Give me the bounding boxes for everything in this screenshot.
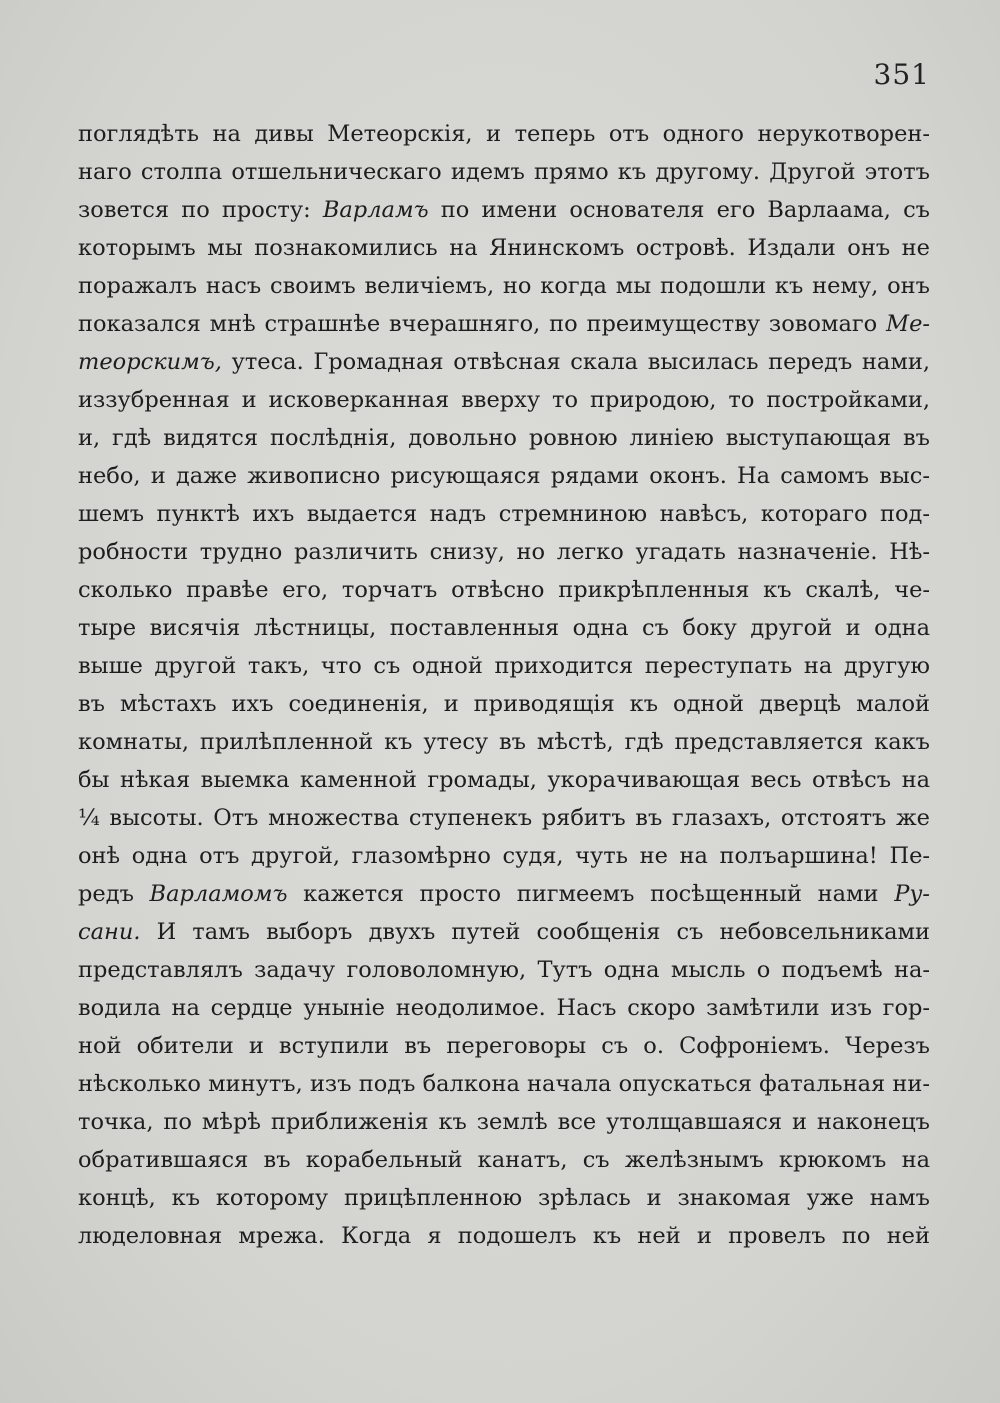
text-span: точка, по мѣрѣ приближенія къ землѣ все утолщавшаяся и наконецъ (78, 1109, 930, 1135)
italic-text: Варламомъ (149, 881, 288, 907)
text-span: комнаты, прилѣпленной къ утесу въ мѣстѣ, гдѣ представляется какъ (78, 729, 930, 755)
text-span: кажется просто пигмеемъ посѣщенный нами (287, 881, 895, 907)
text-span: бы нѣкая выемка каменной громады, укорачивающая весь отвѣсъ на (78, 767, 930, 793)
text-span: водила на сердце уныніе неодолимое. Насъ скоро замѣтили изъ гор- (78, 995, 930, 1021)
text-span: выше другой такъ, что съ одной приходится переступать на другую (78, 653, 930, 679)
text-line (78, 1027, 930, 1065)
text-line (78, 913, 930, 951)
text-span: обратившаяся въ корабельный канатъ, съ желѣзнымъ крюкомъ на (78, 1147, 930, 1173)
italic-text: сани. (78, 919, 141, 945)
text-line (78, 875, 930, 913)
italic-text: Варламъ (322, 197, 429, 223)
text-line (78, 837, 930, 875)
text-span: редъ (78, 881, 150, 907)
text-span: поглядѣть на дивы Метеорскія, и теперь отъ одного нерукотворен- (78, 121, 930, 147)
italic-text: Ру- (894, 881, 930, 907)
text-line (78, 1141, 930, 1179)
text-line (78, 533, 930, 571)
text-line (78, 457, 930, 495)
text-line (78, 989, 930, 1027)
text-span: поражалъ насъ своимъ величіемъ, но когда мы подошли къ нему, онъ (78, 273, 930, 299)
text-span: шемъ пунктѣ ихъ выдается надъ стремниною навѣсъ, котораго под- (78, 501, 930, 527)
text-span: по имени основателя его Варлаама, съ (428, 197, 930, 223)
text-line (78, 191, 930, 229)
text-span: сколько правѣе его, торчатъ отвѣсно прикрѣпленныя къ скалѣ, че- (78, 577, 930, 603)
text-line (78, 381, 930, 419)
text-line (78, 761, 930, 799)
text-span: робности трудно различить снизу, но легко угадать назначеніе. Нѣ- (78, 539, 930, 565)
text-line (78, 951, 930, 989)
text-line (78, 153, 930, 191)
text-line (78, 419, 930, 457)
text-line (78, 343, 930, 381)
text-span: зовется по просту: (78, 197, 323, 223)
body-text (78, 115, 930, 1255)
text-span: концѣ, къ которому прицѣпленною зрѣлась и знакомая уже намъ (78, 1185, 930, 1211)
text-span: наго столпа отшельническаго идемъ прямо къ другому. Другой этотъ (78, 159, 930, 185)
italic-text: Ме- (886, 311, 930, 337)
text-span: въ мѣстахъ ихъ соединенія, и приводящія къ одной дверцѣ малой (78, 691, 930, 717)
text-span: ¼ высоты. Отъ множества ступенекъ рябитъ въ глазахъ, отстоятъ же (78, 805, 930, 831)
text-line (78, 229, 930, 267)
text-line (78, 1103, 930, 1141)
text-line (78, 267, 930, 305)
italic-text: теорскимъ, (78, 349, 222, 375)
text-span: люделовная мрежа. Когда я подошелъ къ ней и провелъ по ней (78, 1223, 930, 1249)
text-line (78, 685, 930, 723)
page-number: 351 (873, 58, 930, 91)
text-span: представлялъ задачу головоломную, Тутъ одна мысль о подъемѣ на- (78, 957, 930, 983)
text-line (78, 115, 930, 153)
text-line (78, 305, 930, 343)
text-span: и, гдѣ видятся послѣднія, довольно ровною линіею выступающая въ (78, 425, 930, 451)
text-span: которымъ мы познакомились на Янинскомъ островѣ. Издали онъ не (78, 235, 930, 261)
text-line (78, 609, 930, 647)
text-span: онѣ одна отъ другой, глазомѣрно судя, чуть не на полъаршина! Пе- (78, 843, 930, 869)
text-span: утеса. Громадная отвѣсная скала высилась передъ нами, (221, 349, 930, 375)
text-line (78, 647, 930, 685)
text-span: иззубренная и исковерканная вверху то природою, то постройками, (78, 387, 930, 413)
text-line (78, 1217, 930, 1255)
text-span: нѣсколько минутъ, изъ подъ балкона начала опускаться фатальная ни- (78, 1071, 930, 1097)
text-span: И тамъ выборъ двухъ путей сообщенія съ небовсельниками (140, 919, 930, 945)
text-line (78, 723, 930, 761)
text-line (78, 495, 930, 533)
text-span: показался мнѣ страшнѣе вчерашняго, по преимуществу зовомаго (78, 311, 887, 337)
text-line (78, 1179, 930, 1217)
text-span: небо, и даже живописно рисующаяся рядами оконъ. На самомъ выс- (78, 463, 930, 489)
text-line (78, 799, 930, 837)
text-line (78, 1065, 930, 1103)
text-line (78, 571, 930, 609)
text-span: ной обители и вступили въ переговоры съ о. Софроніемъ. Черезъ (78, 1033, 930, 1059)
text-span: тыре висячія лѣстницы, поставленныя одна съ боку другой и одна (78, 615, 930, 641)
